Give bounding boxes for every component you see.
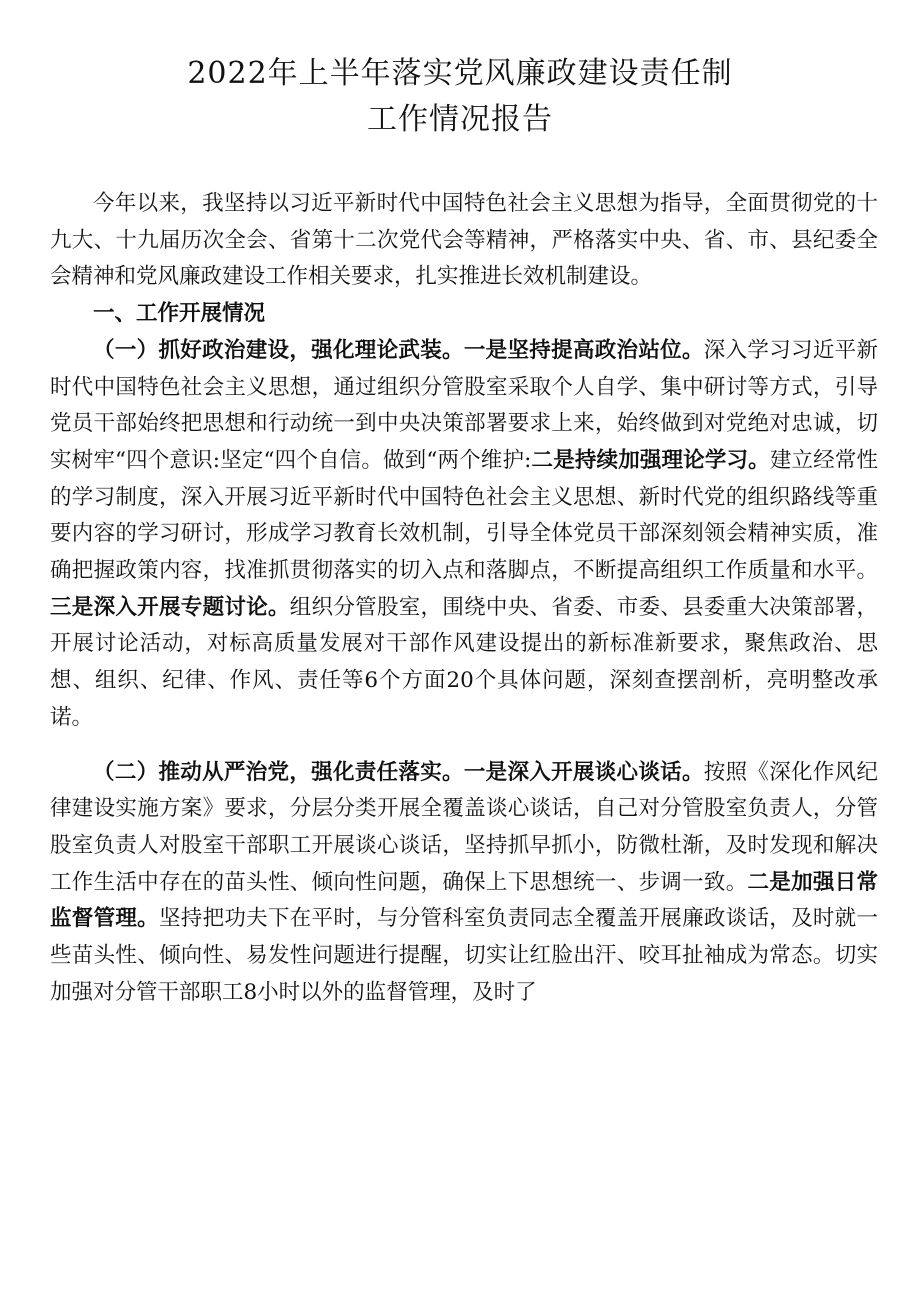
key-point: 三是深入开展专题讨论。 (50, 594, 290, 620)
section-heading: 一、工作开展情况 (93, 301, 266, 327)
paragraph-heading: （一）抓好政治建设，强化理论武装。 (93, 337, 464, 363)
intro-paragraph: 今年以来，我坚持以习近平新时代中国特色社会主义思想为指导，全面贯彻党的十九大、十九届历次全会、省第十二次党代会等精神，严格落实中央、省、市、县纪委全会精神和党风廉政建设工作相关要求，扎实推进长效机制建设。 (50, 191, 878, 290)
key-point: 一是深入开展谈心谈话。 (463, 759, 704, 785)
paragraph-text: 组织分管股室，围绕中央、省委、市委、县委重大决策部署，开展讨论活动，对标高质量发展对干部作风建设提出的新标准新要求，聚焦政治、思想、组织、纪律、作风、责任等6个方面20个具体问题，深刻查摆剖析，亮明整改承诺。 (50, 594, 878, 730)
paragraph-gap (50, 737, 878, 755)
paragraph-text: 深入学习习近平新时代中国特色社会主义思想，通过组织分管股室采取个人自学、集中研讨等方式，引导党员干部始终把思想和行动统一到中央决策部署要求上来，始终做到对党绝对忠诚，切实树牢“四个意识:坚定“四个自信。做到“两个维护: (50, 337, 878, 473)
paragraph-heading: （二）推动从严治党，强化责任落实。 (93, 759, 464, 785)
paragraph-text: 坚持把功夫下在平时，与分管科室负责同志全覆盖开展廉政谈话，及时就一些苗头性、倾向性、易发性问题进行提醒，切实让红脸出汗、咬耳扯袖成为常态。切实加强对分管干部职工8小时以外的监督管理，及时了 (50, 906, 878, 1005)
document-title-line2: 工作情况报告 (367, 102, 553, 137)
paragraph-text: 按照《深化作风纪律建设实施方案》要求，分层分类开展全覆盖谈心谈话，自己对分管股室负责人，分管股室负责人对股室干部职工开展谈心谈话，坚持抓早抓小，防微杜渐，及时发现和解决工作生活中存在的苗头性、倾向性问题，确保上下思想统一、步调一致。 (50, 759, 878, 895)
key-point: 一是坚持提高政治站位。 (463, 337, 704, 363)
document-body (50, 186, 878, 1011)
paragraph-strict-governance (50, 755, 878, 1012)
key-point: 二是持续加强理论学习。 (531, 447, 770, 473)
document-title-line1: 2022年上半年落实党风廉政建设责任制 (187, 56, 733, 91)
key-point: 二是加强日常监督管理。 (50, 869, 878, 932)
paragraph-text: 建立经常性的学习制度，深入开展习近平新时代中国特色社会主义思想、新时代党的组织路线等重要内容的学习研讨，形成学习教育长效机制，引导全体党员干部深刻领会精神实质，准确把握政策内容，找准抓贯彻落实的切入点和落脚点，不断提高组织工作质量和水平。 (50, 447, 878, 584)
paragraph-political-building (50, 333, 878, 737)
